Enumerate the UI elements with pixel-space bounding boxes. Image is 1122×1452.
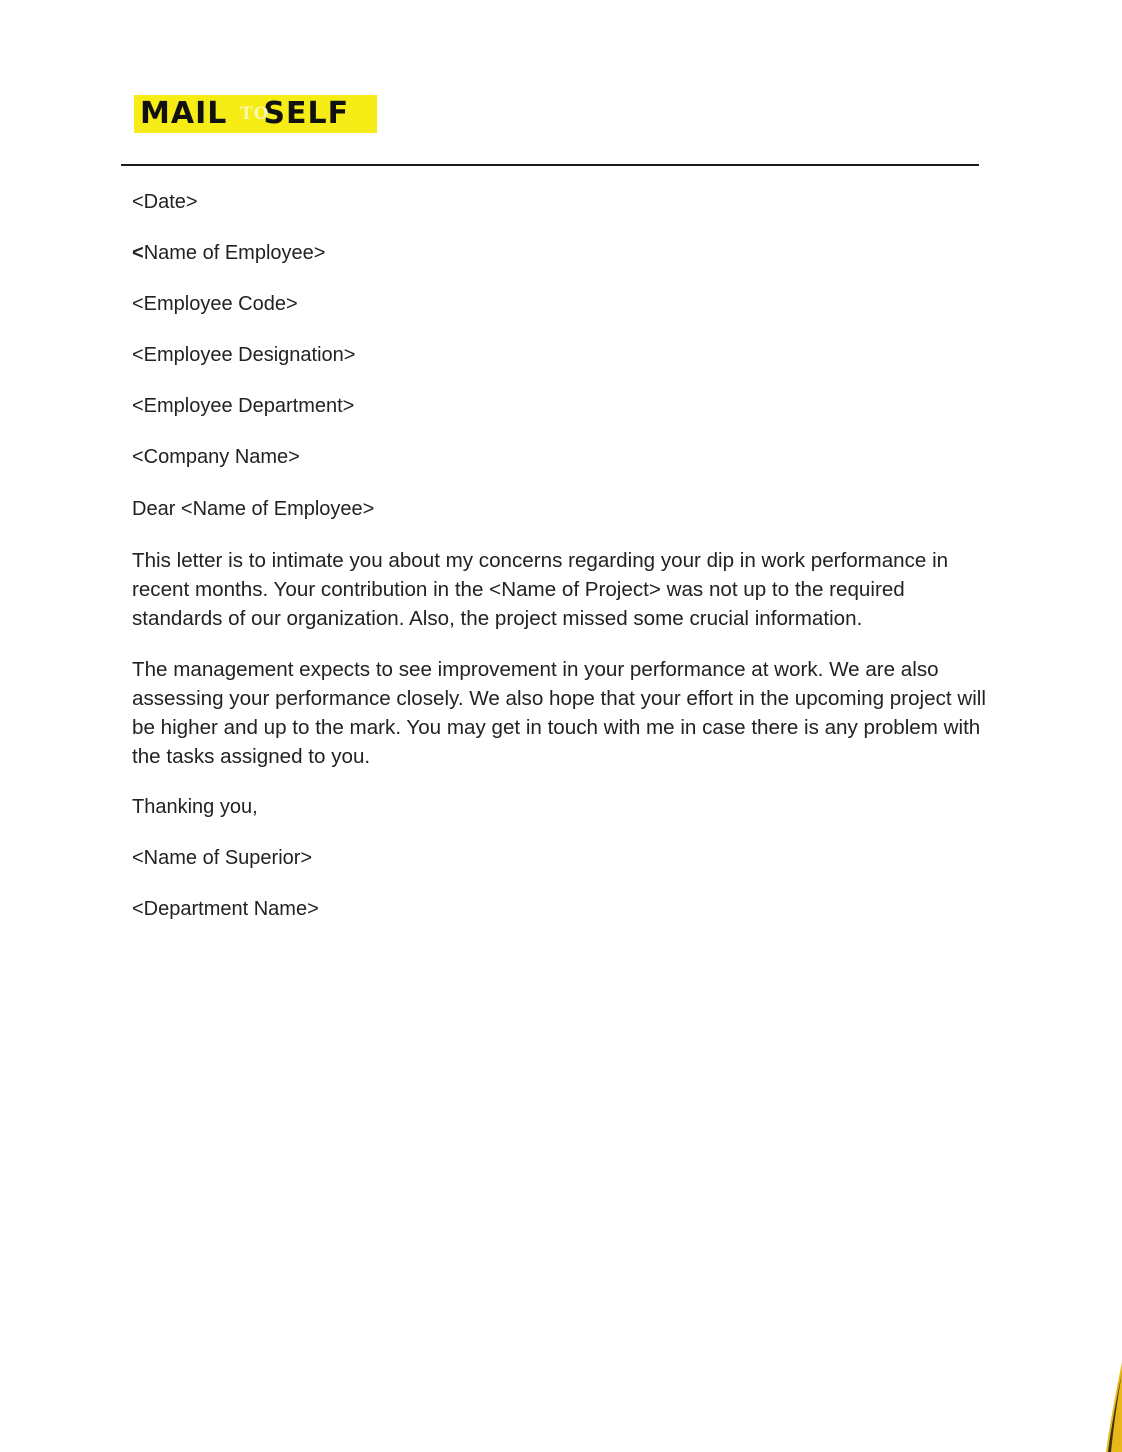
superior-name: <Name of Superior> <box>132 847 313 869</box>
employee-code: <Employee Code> <box>132 293 298 315</box>
letter-date: <Date> <box>132 191 198 213</box>
logo-text-left: MAIL <box>140 96 228 131</box>
company-name: <Company Name> <box>132 446 300 468</box>
employee-department: <Employee Department> <box>132 395 355 417</box>
closing: Thanking you, <box>132 796 258 818</box>
employee-name-text: Name of Employee> <box>143 242 326 264</box>
salutation: Dear <Name of Employee> <box>132 498 375 520</box>
body-paragraph-2: The management expects to see improvement in your performance at work. We are also assessing your performance closely. We also hope that your effort in the upcoming project will be higher and up to the mark. You may get in touch with me in case there is any problem with the tasks assigned to you. <box>132 658 986 768</box>
department-name: <Department Name> <box>132 898 319 920</box>
header-divider <box>121 164 979 166</box>
employee-designation: <Employee Designation> <box>132 344 356 366</box>
mail-to-self-logo <box>134 95 377 133</box>
logo-text-right: SELF <box>263 96 350 131</box>
employee-name <box>132 239 325 268</box>
corner-accent-graphic <box>1092 1362 1122 1452</box>
body-paragraph-1: This letter is to intimate you about my concerns regarding your dip in work performance in recent months. Your contribution in the <Name of Project> was not up to the required standards of our organization. Also, the project missed some crucial information. <box>132 549 949 630</box>
logo-text-mid: TO <box>240 104 270 124</box>
employee-name-bracket: < <box>132 242 144 264</box>
